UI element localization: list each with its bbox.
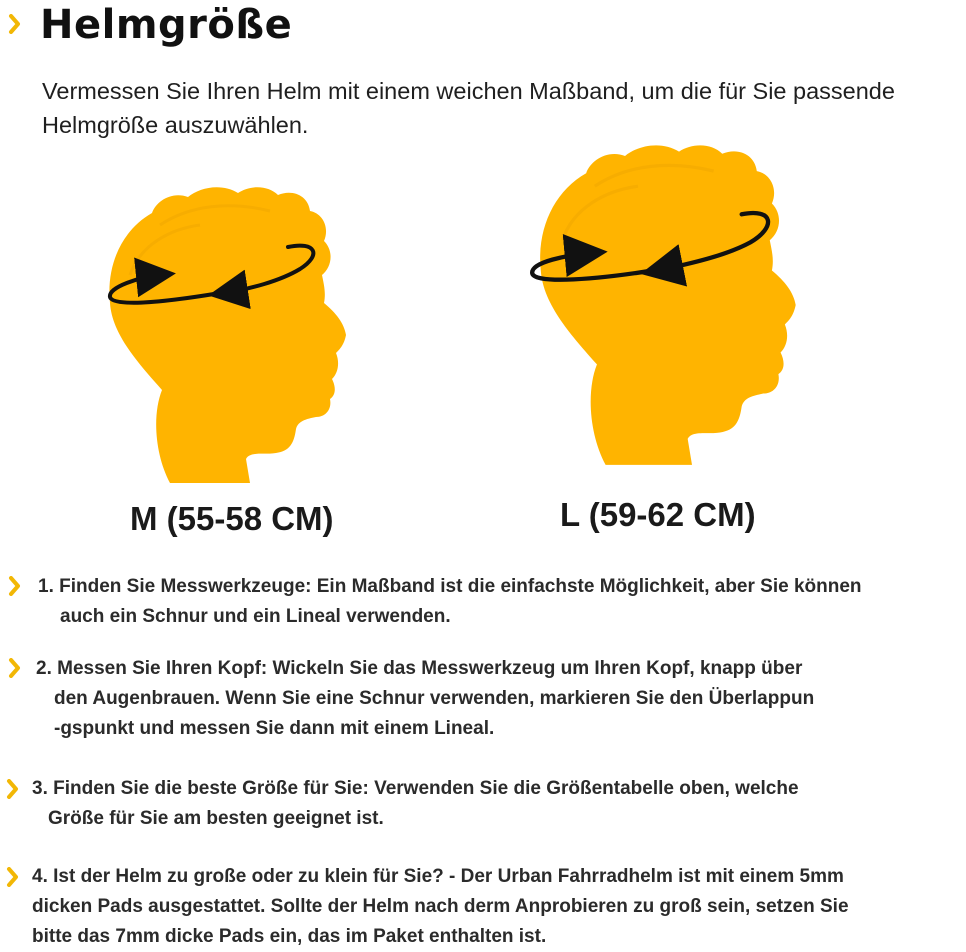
step-line: Größe für Sie am besten geeignet ist. xyxy=(48,808,384,829)
step-line: -gspunkt und messen Sie dann mit einem Lineal. xyxy=(54,718,495,739)
step-line: 1. Finden Sie Messwerkzeuge: Ein Maßband ist die einfachste Möglichkeit, aber Sie können xyxy=(38,576,862,597)
step-1 xyxy=(38,572,862,632)
head-illustration-m xyxy=(100,185,350,485)
chevron-right-icon xyxy=(6,779,20,799)
step-4 xyxy=(32,862,849,952)
size-label-m: M (55-58 CM) xyxy=(130,500,334,537)
step-line: dicken Pads ausgestattet. Sollte der Helm nach derm Anprobieren zu groß sein, setzen Sie xyxy=(32,896,849,917)
chevron-right-icon xyxy=(8,658,22,678)
page-title: Helmgröße xyxy=(40,2,293,48)
step-line: den Augenbrauen. Wenn Sie eine Schnur verwenden, markieren Sie den Überlappun xyxy=(54,688,815,709)
step-line: 3. Finden Sie die beste Größe für Sie: Verwenden Sie die Größentabelle oben, welche xyxy=(32,778,799,799)
head-illustration-l xyxy=(530,140,800,470)
chevron-right-icon xyxy=(8,576,22,596)
size-label-l: L (59-62 CM) xyxy=(560,496,756,533)
step-line: bitte das 7mm dicke Pads ein, das im Paket enthalten ist. xyxy=(32,926,547,947)
step-2 xyxy=(36,654,814,744)
step-line: auch ein Schnur und ein Lineal verwenden. xyxy=(60,606,451,627)
step-line: 4. Ist der Helm zu große oder zu klein für Sie? - Der Urban Fahrradhelm ist mit einem 5mm xyxy=(32,866,844,887)
step-3 xyxy=(32,774,799,834)
intro-text: Vermessen Sie Ihren Helm mit einem weichen Maßband, um die für Sie passende Helmgröße auszuwählen. xyxy=(42,78,895,138)
chevron-right-icon xyxy=(8,14,22,34)
chevron-right-icon xyxy=(6,867,20,887)
step-line: 2. Messen Sie Ihren Kopf: Wickeln Sie das Messwerkzeug um Ihren Kopf, knapp über xyxy=(36,658,803,679)
